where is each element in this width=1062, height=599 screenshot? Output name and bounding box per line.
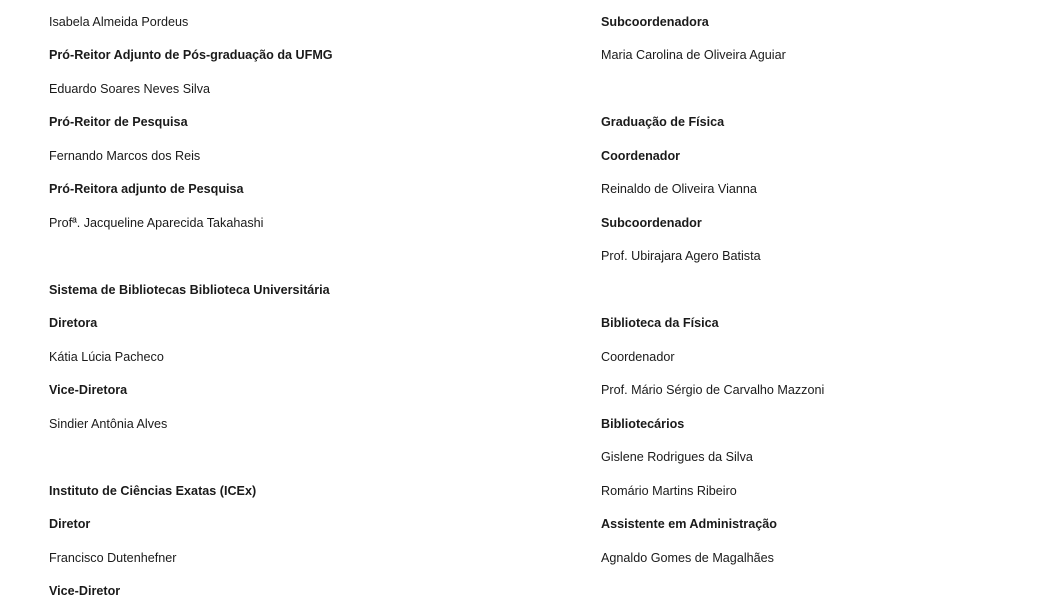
role-heading: Subcoordenadora: [601, 15, 709, 29]
staff-name: Reinaldo de Oliveira Vianna: [601, 182, 757, 196]
staff-name: Francisco Dutenhefner: [49, 551, 177, 565]
staff-name: Romário Martins Ribeiro: [601, 484, 737, 498]
role-heading: Coordenador: [601, 350, 675, 364]
staff-name: Agnaldo Gomes de Magalhães: [601, 551, 774, 565]
staff-name: Eduardo Soares Neves Silva: [49, 82, 211, 96]
section-heading: Instituto de Ciências Exatas (ICEx): [49, 484, 257, 498]
section-heading: Graduação de Física: [601, 115, 725, 129]
role-heading: Vice-Diretor: [49, 584, 121, 598]
staff-name: Fernando Marcos dos Reis: [49, 149, 201, 163]
section-heading: Sistema de Bibliotecas Biblioteca Universitária: [49, 283, 330, 297]
role-heading: Bibliotecários: [601, 417, 685, 431]
role-heading: Pró-Reitor de Pesquisa: [49, 115, 188, 129]
staff-name: Isabela Almeida Pordeus: [49, 15, 189, 29]
staff-name: Maria Carolina de Oliveira Aguiar: [601, 48, 786, 62]
role-heading: Assistente em Administração: [601, 517, 777, 531]
section-heading: Biblioteca da Física: [601, 316, 719, 330]
role-heading: Coordenador: [601, 149, 681, 163]
staff-name: Prof. Ubirajara Agero Batista: [601, 249, 761, 263]
role-heading: Diretor: [49, 517, 91, 531]
role-heading: Pró-Reitora adjunto de Pesquisa: [49, 182, 244, 196]
staff-name: Sindier Antônia Alves: [49, 417, 168, 431]
staff-name: Prof. Mário Sérgio de Carvalho Mazzoni: [601, 383, 825, 397]
role-heading: Vice-Diretora: [49, 383, 128, 397]
staff-name: Gislene Rodrigues da Silva: [601, 450, 753, 464]
staff-name: Profª. Jacqueline Aparecida Takahashi: [49, 216, 264, 230]
role-heading: Subcoordenador: [601, 216, 702, 230]
staff-name: Kátia Lúcia Pacheco: [49, 350, 164, 364]
role-heading: Pró-Reitor Adjunto de Pós-graduação da UFMG: [49, 48, 333, 62]
role-heading: Diretora: [49, 316, 98, 330]
